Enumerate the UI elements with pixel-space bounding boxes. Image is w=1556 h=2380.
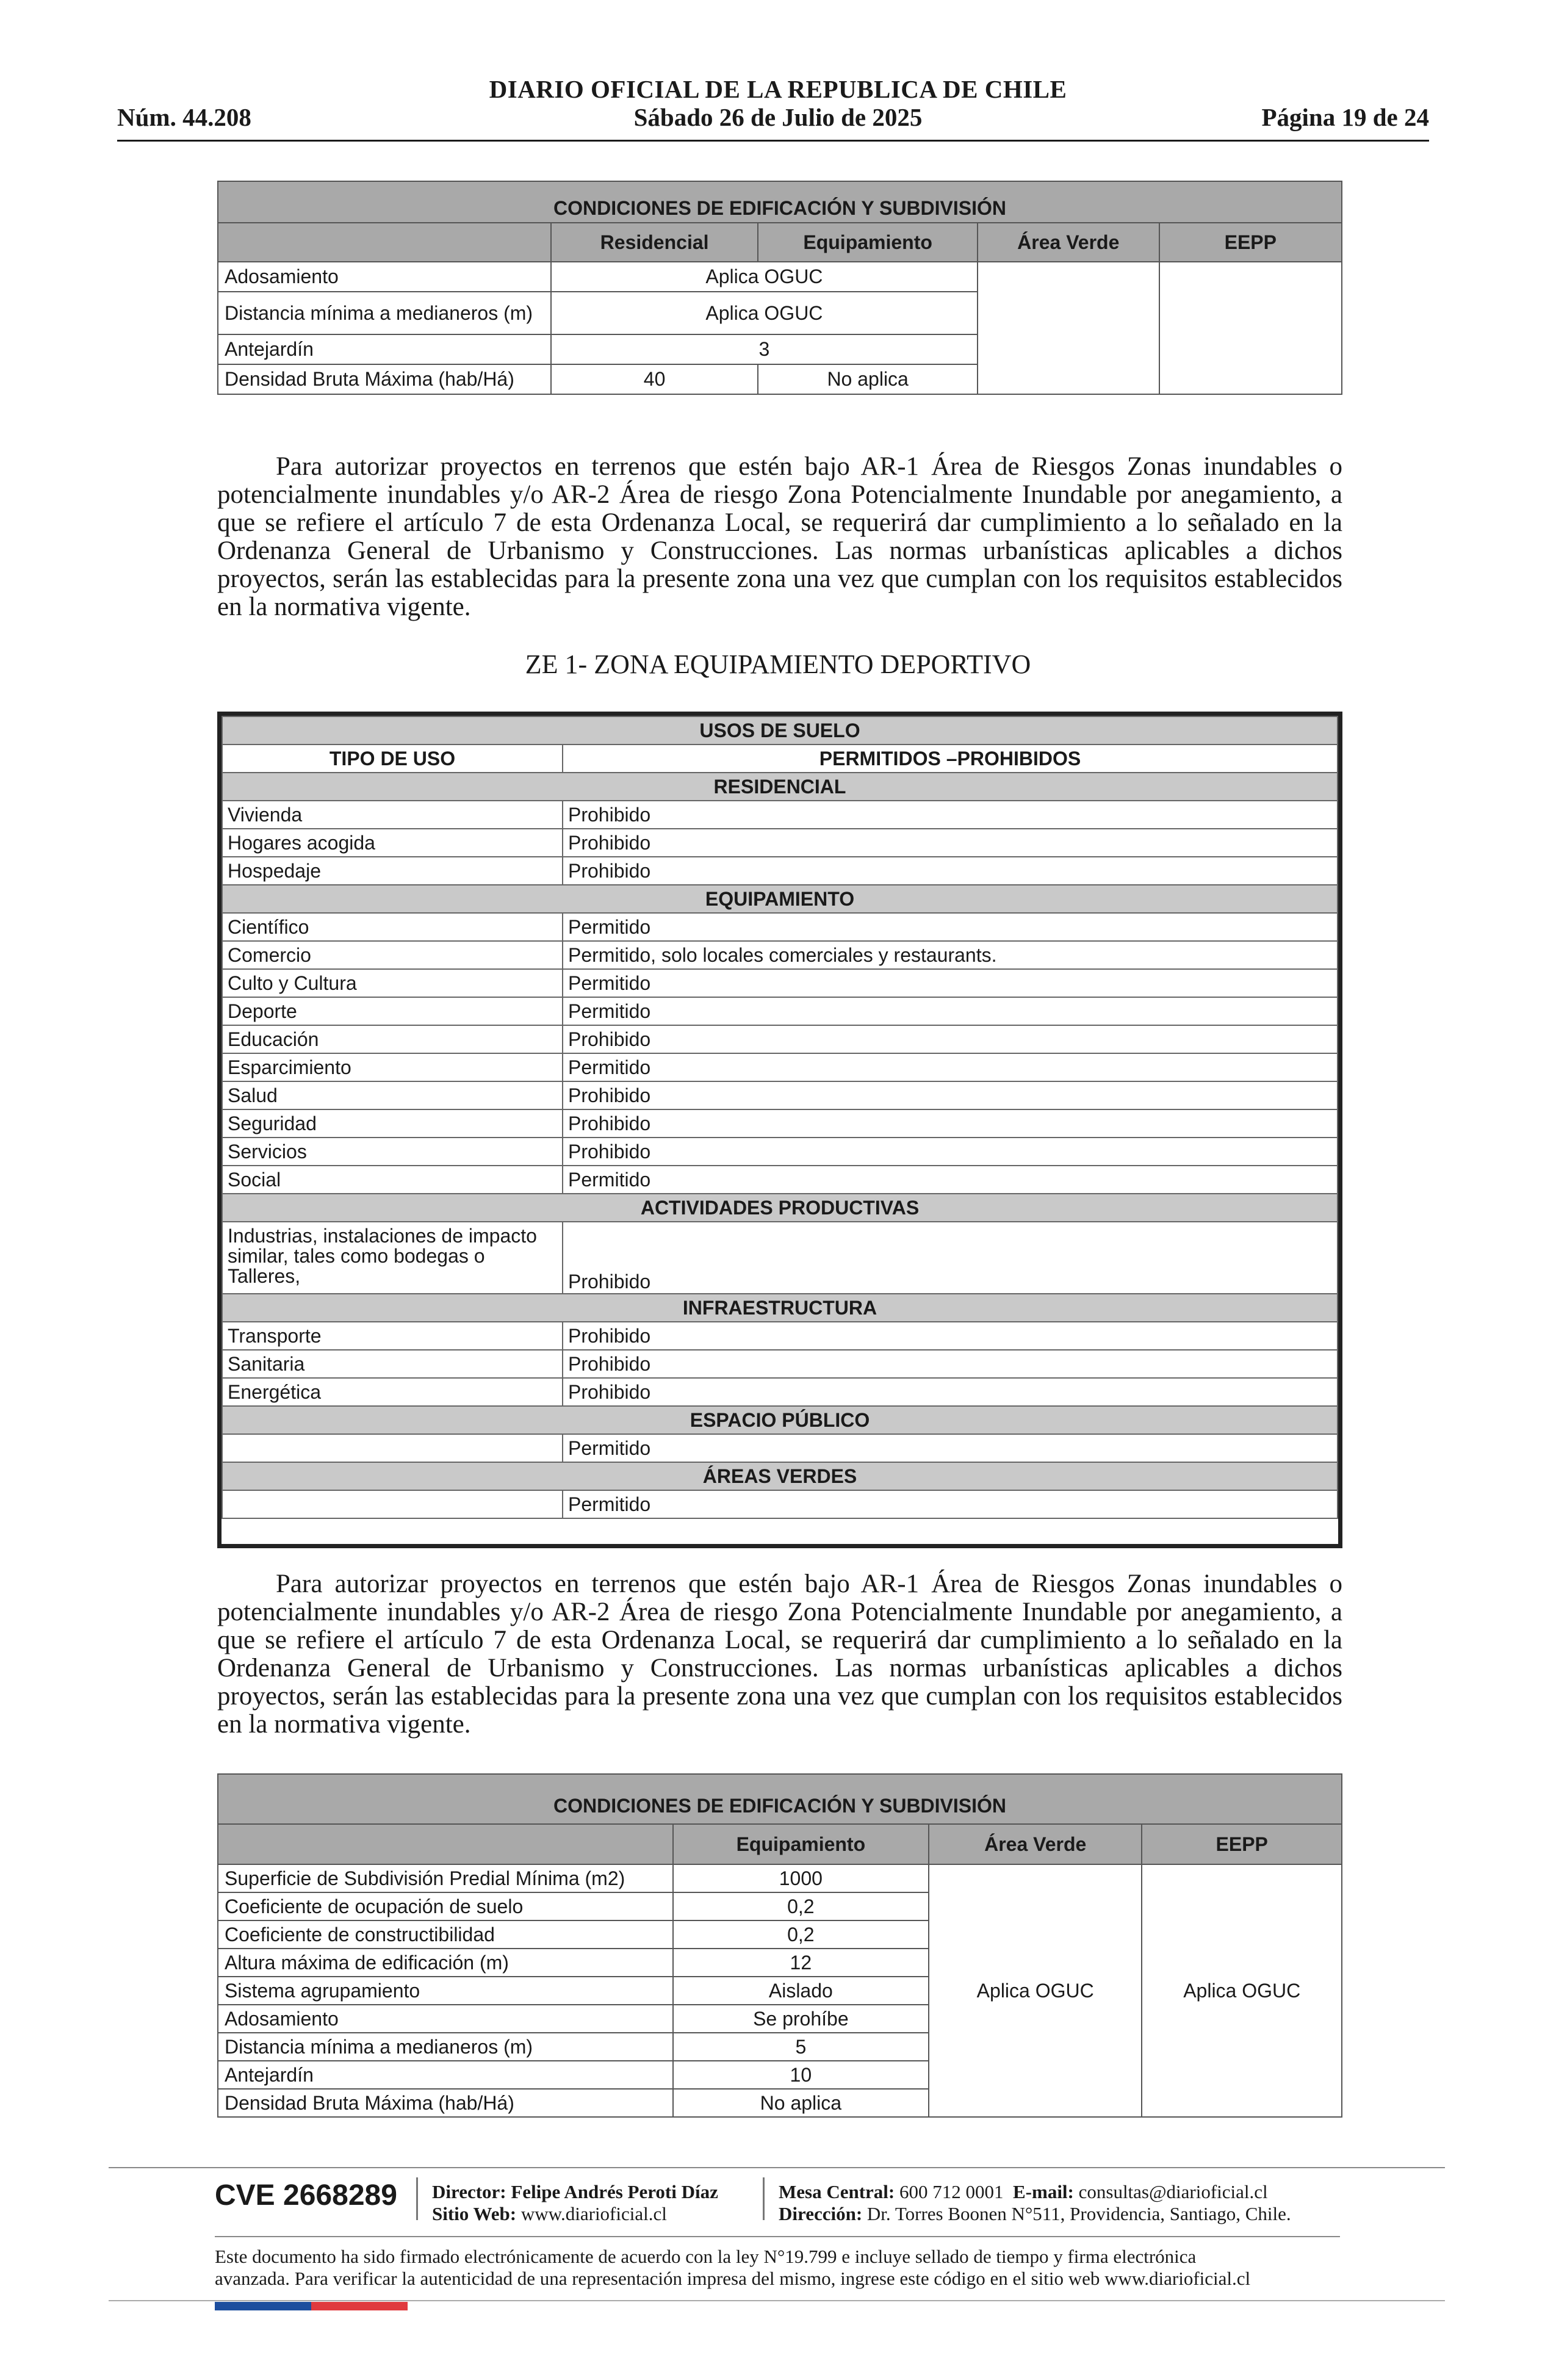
use-type: Social [222, 1166, 563, 1194]
table-row [222, 997, 1338, 1025]
use-status: Permitido [563, 969, 1338, 997]
table-row [222, 857, 1338, 885]
table3-area-verde-value: Aplica OGUC [929, 1864, 1142, 2117]
use-status: Permitido [563, 997, 1338, 1025]
use-type: Hospedaje [222, 857, 563, 885]
signature-notice-line: avanzada. Para verificar la autenticidad de una representación impresa del mismo, ingrese este código en el sitio web www.diarioficial.cl [215, 2268, 1251, 2289]
use-status: Prohibido [563, 1322, 1338, 1350]
use-status: Prohibido [563, 1025, 1338, 1053]
use-status: Prohibido [563, 1138, 1338, 1166]
footer-separator [416, 2177, 418, 2220]
table-row [218, 1864, 1342, 1892]
table-row [222, 1434, 1338, 1462]
use-type: Culto y Cultura [222, 969, 563, 997]
footer-bottom-divider [109, 2300, 1445, 2301]
table3-corner-cell [218, 1824, 673, 1864]
table-row [222, 1109, 1338, 1138]
section-residencial: RESIDENCIAL [222, 773, 1338, 801]
table1-eepp-cell [1159, 262, 1342, 394]
use-type: Sanitaria [222, 1350, 563, 1378]
table-row [222, 1378, 1338, 1406]
use-type [222, 1490, 563, 1518]
page-number: Página 19 de 24 [1261, 103, 1429, 131]
table1-banner: CONDICIONES DE EDIFICACIÓN Y SUBDIVISIÓN [218, 181, 1342, 223]
use-status: Permitido [563, 1053, 1338, 1081]
mesa-label: Mesa Central: [779, 2181, 895, 2202]
use-status: Permitido [563, 1490, 1338, 1518]
use-status: Prohibido [563, 829, 1338, 857]
phone-number: 600 712 0001 [899, 2181, 1004, 2202]
footer-middle-divider [215, 2236, 1340, 2237]
table1-value-densidad-equipamiento: No aplica [758, 364, 978, 394]
section-infraestructura: INFRAESTRUCTURA [222, 1294, 1338, 1322]
use-type [222, 1434, 563, 1462]
footer-separator [763, 2177, 765, 2220]
table2-col1-header: TIPO DE USO [222, 745, 563, 773]
use-type: Salud [222, 1081, 563, 1109]
signature-notice [215, 2246, 1374, 2290]
flag-stripe-blue [215, 2302, 311, 2310]
table1-label-distancia: Distancia mínima a medianeros (m) [218, 292, 551, 334]
signature-notice-line: Este documento ha sido firmado electrónicamente de acuerdo con la ley N°19.799 e incluye sellado de tiempo y firma electrónica [215, 2246, 1197, 2267]
table1-header-residencial: Residencial [551, 223, 758, 262]
use-status: Prohibido [563, 1109, 1338, 1138]
para1-line: en la Ordenanza General de Urbanismo y Construcciones. Las normas urbanísticas aplicables a [217, 508, 1343, 565]
table3-label: Altura máxima de edificación (m) [218, 1949, 673, 1977]
use-status: Prohibido [563, 857, 1338, 885]
director-label: Director: [432, 2181, 506, 2202]
table3-label: Adosamiento [218, 2005, 673, 2033]
table3-value: 0,2 [673, 1920, 929, 1949]
use-status: Permitido [563, 1166, 1338, 1194]
edification-conditions-table-1 [217, 181, 1342, 395]
table1-value-distancia: Aplica OGUC [551, 292, 978, 334]
use-status: Prohibido [563, 801, 1338, 829]
table1-label-antejardin: Antejardín [218, 334, 551, 364]
table3-header-eepp: EEPP [1142, 1824, 1342, 1864]
table-row [222, 913, 1338, 941]
table3-label: Distancia mínima a medianeros (m) [218, 2033, 673, 2061]
table3-label: Coeficiente de constructibilidad [218, 1920, 673, 1949]
use-status: Permitido [563, 1434, 1338, 1462]
use-type: Hogares acogida [222, 829, 563, 857]
table3-value: 1000 [673, 1864, 929, 1892]
table3-value: 0,2 [673, 1892, 929, 1920]
table1-header-area-verde: Área Verde [978, 223, 1159, 262]
table-row [222, 1490, 1338, 1518]
para2-line: dichos proyectos, serán las establecidas para la presente zona una vez que cumplan con los requisitos [217, 1654, 1343, 1711]
use-status: Prohibido [563, 1081, 1338, 1109]
table-row [222, 1322, 1338, 1350]
table2-banner: USOS DE SUELO [222, 716, 1338, 745]
use-status: Prohibido [563, 1378, 1338, 1406]
use-status: Prohibido [563, 1222, 1338, 1294]
use-type: Deporte [222, 997, 563, 1025]
section-espacio-publico: ESPACIO PÚBLICO [222, 1406, 1338, 1434]
email-link[interactable]: consultas@diarioficial.cl [1078, 2181, 1268, 2202]
use-type: Comercio [222, 941, 563, 969]
table3-label: Coeficiente de ocupación de suelo [218, 1892, 673, 1920]
header-divider [117, 140, 1429, 142]
section-areas-verdes: ÁREAS VERDES [222, 1462, 1338, 1490]
email-label: E-mail: [1013, 2181, 1074, 2202]
website-link[interactable]: www.diarioficial.cl [520, 2203, 667, 2224]
table3-label: Sistema agrupamiento [218, 1977, 673, 2005]
footer-director-block [432, 2181, 718, 2225]
table3-value: 12 [673, 1949, 929, 1977]
use-status: Prohibido [563, 1350, 1338, 1378]
table1-value-densidad-residencial: 40 [551, 364, 758, 394]
table1-label-adosamiento: Adosamiento [218, 262, 551, 292]
zone-heading: ZE 1- ZONA EQUIPAMIENTO DEPORTIVO [525, 649, 1031, 679]
table-row [222, 969, 1338, 997]
footer-top-divider [109, 2167, 1445, 2168]
use-type: Esparcimiento [222, 1053, 563, 1081]
risk-zone-paragraph-2 [217, 1570, 1342, 1739]
issue-date: Sábado 26 de Julio de 2025 [633, 103, 923, 131]
use-type: Científico [222, 913, 563, 941]
use-type: Educación [222, 1025, 563, 1053]
use-type: Transporte [222, 1322, 563, 1350]
table1-value-adosamiento: Aplica OGUC [551, 262, 978, 292]
table-row [222, 1350, 1338, 1378]
table3-label: Antejardín [218, 2061, 673, 2089]
table3-value: Aislado [673, 1977, 929, 2005]
use-type: Vivienda [222, 801, 563, 829]
use-type: Servicios [222, 1138, 563, 1166]
table-row [222, 1138, 1338, 1166]
table-row [222, 801, 1338, 829]
table3-banner: CONDICIONES DE EDIFICACIÓN Y SUBDIVISIÓN [218, 1774, 1342, 1824]
para1-line: potencialmente inundables y/o AR-2 Área de riesgo Zona Potencialmente Inundable por anegamiento, [217, 480, 1322, 509]
newspaper-title: DIARIO OFICIAL DE LA REPUBLICA DE CHILE [489, 75, 1067, 103]
table-row [222, 1081, 1338, 1109]
use-type: Energética [222, 1378, 563, 1406]
use-status: Permitido [563, 913, 1338, 941]
risk-zone-paragraph-1 [217, 453, 1342, 621]
use-type: Industrias, instalaciones de impacto similar, tales como bodegas o Talleres, [222, 1222, 563, 1294]
section-actividades-productivas: ACTIVIDADES PRODUCTIVAS [222, 1194, 1338, 1222]
table3-header-equipamiento: Equipamiento [673, 1824, 929, 1864]
table2-col2-header: PERMITIDOS –PROHIBIDOS [563, 745, 1338, 773]
land-use-table [222, 716, 1338, 1519]
edification-conditions-table-2 [217, 1773, 1342, 2118]
para2-line: establecidos en la normativa vigente. [217, 1682, 1343, 1739]
para2-line: en la Ordenanza General de Urbanismo y Construcciones. Las normas urbanísticas aplicables a [217, 1626, 1343, 1682]
table1-value-antejardin: 3 [551, 334, 978, 364]
cve-code: CVE 2668289 [215, 2179, 397, 2212]
land-use-table-frame [217, 712, 1342, 1548]
table1-corner-cell [218, 223, 551, 262]
table1-area-verde-cell [978, 262, 1159, 394]
table3-value: 5 [673, 2033, 929, 2061]
flag-stripe-red [311, 2302, 408, 2310]
table3-label: Superficie de Subdivisión Predial Mínima (m2) [218, 1864, 673, 1892]
para2-line: Para autorizar proyectos en terrenos que estén bajo AR-1 Área de Riesgos Zonas inundables o [276, 1570, 1342, 1598]
director-name: Felipe Andrés Peroti Díaz [511, 2181, 718, 2202]
table3-header-area-verde: Área Verde [929, 1824, 1142, 1864]
table-row [222, 1166, 1338, 1194]
table3-value: 10 [673, 2061, 929, 2089]
section-equipamiento: EQUIPAMIENTO [222, 885, 1338, 913]
address: Dr. Torres Boonen N°511, Providencia, Santiago, Chile. [866, 2203, 1291, 2224]
para2-line: a que se refiere el artículo 7 de esta Ordenanza Local, se requerirá dar cumplimiento a lo señalado [217, 1598, 1343, 1654]
para1-line: Para autorizar proyectos en terrenos que estén bajo AR-1 Área de Riesgos Zonas inundables o [276, 452, 1342, 481]
para1-line: dichos proyectos, serán las establecidas para la presente zona una vez que cumplan con los requisitos [217, 536, 1343, 593]
table-row [222, 1222, 1338, 1294]
table1-header-equipamiento: Equipamiento [758, 223, 978, 262]
para2-line: potencialmente inundables y/o AR-2 Área de riesgo Zona Potencialmente Inundable por anegamiento, [217, 1598, 1322, 1626]
table-row [222, 1025, 1338, 1053]
table-row [222, 829, 1338, 857]
table3-label: Densidad Bruta Máxima (hab/Há) [218, 2089, 673, 2117]
table3-value: No aplica [673, 2089, 929, 2117]
table1-label-densidad: Densidad Bruta Máxima (hab/Há) [218, 364, 551, 394]
address-label: Dirección: [779, 2203, 863, 2224]
para1-line: establecidos en la normativa vigente. [217, 564, 1343, 621]
issue-number: Núm. 44.208 [117, 103, 251, 131]
table3-value: Se prohíbe [673, 2005, 929, 2033]
table1-header-eepp: EEPP [1159, 223, 1342, 262]
footer-contact-block [779, 2181, 1291, 2225]
use-status: Permitido, solo locales comerciales y restaurants. [563, 941, 1338, 969]
use-type: Seguridad [222, 1109, 563, 1138]
table-row [222, 1053, 1338, 1081]
web-label: Sitio Web: [432, 2203, 517, 2224]
table3-eepp-value: Aplica OGUC [1142, 1864, 1342, 2117]
table-row [222, 941, 1338, 969]
para1-line: a que se refiere el artículo 7 de esta Ordenanza Local, se requerirá dar cumplimiento a lo señalado [217, 480, 1343, 537]
